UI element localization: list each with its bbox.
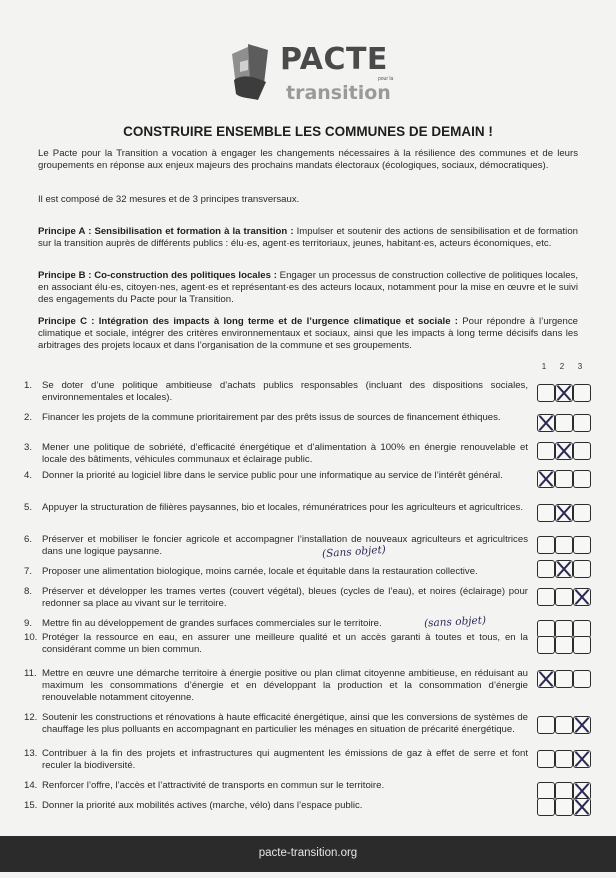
measure-text: Contribuer à la fin des projets et infrastructures qui augmentent les émissions de gaz à effet de serre et font reculer la biodiversité.: [42, 748, 528, 771]
measure-text: Préserver et développer les trames vertes (couvert végétal), bleues (cycles de l’eau), et noires (éclairage) pour redonner sa place au vivant sur le territoire.: [42, 586, 528, 609]
principle-b-text: Engager un processus de construction collective de politiques locales, en associant élu·es, citoyen·nes, agent·es et représentant·es des acteurs locaux, notamment pour la mise en œuvre et le suivi des engagements du Pacte pour la Transition.: [38, 270, 578, 305]
checkbox-level-3[interactable]: [573, 442, 591, 460]
measure-text: Mettre en œuvre une démarche territoire à énergie positive ou plan climat citoyenne ambitieuse, en réduisant au maximum les consommations d’énergie et en développant la production et la consommation d’énergie renouvelable notamment citoyenne.: [42, 668, 528, 703]
pacte-logo: [228, 40, 398, 106]
checkbox-level-1[interactable]: [537, 560, 555, 578]
measure-number: 7.: [24, 566, 33, 577]
measure-checkbox-group: [537, 716, 591, 734]
checkbox-level-1[interactable]: [537, 504, 555, 522]
measure-text: Donner la priorité au logiciel libre dans le service public pour une informatique au service de l’intérêt général.: [42, 470, 503, 481]
measure-number: 11.: [24, 668, 37, 679]
measure-text: Donner la priorité aux mobilités actives (marche, vélo) dans l’espace public.: [42, 800, 363, 811]
logo-word-pour-la: pour la: [378, 76, 394, 82]
measure-number: 15.: [24, 800, 38, 811]
principle-a-text: Impulser et soutenir des actions de sensibilisation et de formation sur la transition auprès de différents publics : élu·es, agent·es territoriaux, jeunes, habitant·es, acteurs économiques, etc.: [38, 226, 578, 249]
column-header-3: 3: [577, 362, 583, 371]
measure-number: 13.: [24, 748, 38, 759]
measure-text: Proposer une alimentation biologique, moins carnée, locale et équitable dans la restauration collective.: [42, 566, 478, 577]
measure-checkbox-group: [537, 470, 591, 488]
checkbox-level-1[interactable]: [537, 536, 555, 554]
measure-number: 5.: [24, 502, 33, 513]
checkbox-level-3[interactable]: [573, 536, 591, 554]
checkbox-level-3[interactable]: [573, 636, 591, 654]
principle-c: [38, 316, 578, 352]
measure-text: Soutenir les constructions et rénovations à haute efficacité énergétique, ainsi que les conversions de systèmes de chauffage les plus polluants en accompagnant en particulier les ménages en situation de précarité énergétique.: [42, 712, 528, 735]
measure-text: Renforcer l’offre, l’accès et l’attractivité de transports en commun sur le territoire.: [42, 780, 385, 791]
checkbox-level-1[interactable]: [537, 414, 555, 432]
measure-checkbox-group: [537, 670, 591, 688]
checkbox-level-2[interactable]: [555, 588, 573, 606]
footer-bar: [0, 836, 616, 872]
principle-c-text: Pour répondre à l’urgence climatique et sociale, intégrer des critères environnementaux et sociaux, ainsi que les impacts à long terme décisifs dans les arbitrages des projets locaux et dans l’organisation de la commune et ses groupements.: [38, 316, 578, 351]
checkbox-level-3[interactable]: [573, 414, 591, 432]
checkbox-level-2[interactable]: [555, 504, 573, 522]
principle-a: [38, 226, 578, 250]
checkbox-level-1[interactable]: [537, 470, 555, 488]
checkbox-level-1[interactable]: [537, 588, 555, 606]
hands-logo-icon: [228, 40, 276, 106]
checkbox-level-2[interactable]: [555, 670, 573, 688]
measure-number: 6.: [24, 534, 33, 545]
measure-checkbox-group: [537, 588, 591, 606]
checkbox-level-2[interactable]: [555, 536, 573, 554]
checkbox-level-1[interactable]: [537, 670, 555, 688]
measure-number: 8.: [24, 586, 33, 597]
measure-number: 1.: [24, 380, 33, 391]
measure-text: Se doter d’une politique ambitieuse d’achats publics responsables (incluant des dispositions sociales, environnementales et locales).: [42, 380, 528, 403]
measure-checkbox-group: [537, 536, 591, 554]
footer-url[interactable]: pacte-transition.org: [258, 847, 358, 859]
measure-text: Appuyer la structuration de filières paysannes, bio et locales, rémunératrices pour les agriculteurs et agricultrices.: [42, 502, 523, 513]
checkbox-level-3[interactable]: [573, 384, 591, 402]
intro-composition: Il est composé de 32 mesures et de 3 principes transversaux.: [38, 194, 300, 205]
measure-checkbox-group: [537, 750, 591, 768]
checkbox-level-3[interactable]: [573, 588, 591, 606]
handwritten-note-measure-9: (sans objet): [423, 614, 487, 630]
checkbox-level-2[interactable]: [555, 414, 573, 432]
checkbox-level-2[interactable]: [555, 750, 573, 768]
handwritten-note-measure-6: (Sans objet): [321, 543, 387, 561]
measure-checkbox-group: [537, 414, 591, 432]
measure-checkbox-group: [537, 384, 591, 402]
checkbox-level-3[interactable]: [573, 750, 591, 768]
measure-number: 14.: [24, 780, 38, 791]
measure-text: Financer les projets de la commune prioritairement par des prêts issus de sources de financement éthiques.: [42, 412, 501, 423]
measure-number: 4.: [24, 470, 33, 481]
checkbox-level-3[interactable]: [573, 504, 591, 522]
column-headers: [536, 362, 596, 374]
measure-number: 10.: [24, 632, 38, 643]
checkbox-level-1[interactable]: [537, 442, 555, 460]
checkbox-level-3[interactable]: [573, 716, 591, 734]
intro-paragraph: Le Pacte pour la Transition a vocation à engager les changements nécessaires à la résilience des communes et de leurs groupements en réponse aux enjeux majeurs des prochains mandats électoraux (écologiques, sociaux, démocratiques).: [38, 148, 578, 171]
principle-b-title: Principe B : Co-construction des politiques locales :: [38, 270, 277, 281]
measure-number: 3.: [24, 442, 33, 453]
checkbox-level-1[interactable]: [537, 750, 555, 768]
column-header-2: 2: [559, 362, 565, 371]
checkbox-level-2[interactable]: [555, 560, 573, 578]
measure-checkbox-group: [537, 798, 591, 816]
measure-text: Préserver et mobiliser le foncier agricole et accompagner l’installation de nouveaux agriculteurs et agricultrices dans une logique paysanne.: [42, 534, 528, 557]
column-header-1: 1: [541, 362, 547, 371]
checkbox-level-1[interactable]: [537, 798, 555, 816]
measure-checkbox-group: [537, 560, 591, 578]
checkbox-level-2[interactable]: [555, 798, 573, 816]
measure-text: Mener une politique de sobriété, d’efficacité énergétique et d’alimentation à 100% en énergie renouvelable et locale des bâtiments, véhicules communaux et éclairage public.: [42, 442, 528, 465]
principle-c-title: Principe C : Intégration des impacts à long terme et de l’urgence climatique et sociale :: [38, 316, 459, 327]
checkbox-level-1[interactable]: [537, 636, 555, 654]
principle-a-title: Principe A : Sensibilisation et formation à la transition :: [38, 226, 294, 237]
checkbox-level-2[interactable]: [555, 470, 573, 488]
measure-text: Mettre fin au développement de grandes surfaces commerciales sur le territoire.: [42, 618, 382, 629]
checkbox-level-1[interactable]: [537, 716, 555, 734]
measure-number: 2.: [24, 412, 33, 423]
measure-number: 12.: [24, 712, 38, 723]
checkbox-level-2[interactable]: [555, 384, 573, 402]
measure-number: 9.: [24, 618, 33, 629]
logo-word-pacte: PACTE: [280, 42, 388, 77]
checkbox-level-1[interactable]: [537, 384, 555, 402]
checkbox-level-3[interactable]: [573, 670, 591, 688]
measure-checkbox-group: [537, 442, 591, 460]
measure-text: Protéger la ressource en eau, en assurer une meilleure qualité et un accès garanti à toutes et tous, en la considérant comme un bien commun.: [42, 632, 528, 655]
principle-b: [38, 270, 578, 306]
checkbox-level-3[interactable]: [573, 798, 591, 816]
measure-checkbox-group: [537, 504, 591, 522]
checkbox-level-2[interactable]: [555, 636, 573, 654]
checkbox-level-2[interactable]: [555, 716, 573, 734]
checkbox-level-3[interactable]: [573, 470, 591, 488]
checkbox-level-2[interactable]: [555, 442, 573, 460]
checkbox-level-3[interactable]: [573, 560, 591, 578]
logo-word-transition: transition: [286, 82, 391, 104]
page-title: CONSTRUIRE ENSEMBLE LES COMMUNES DE DEMAIN !: [123, 124, 493, 139]
measure-checkbox-group: [537, 636, 591, 654]
